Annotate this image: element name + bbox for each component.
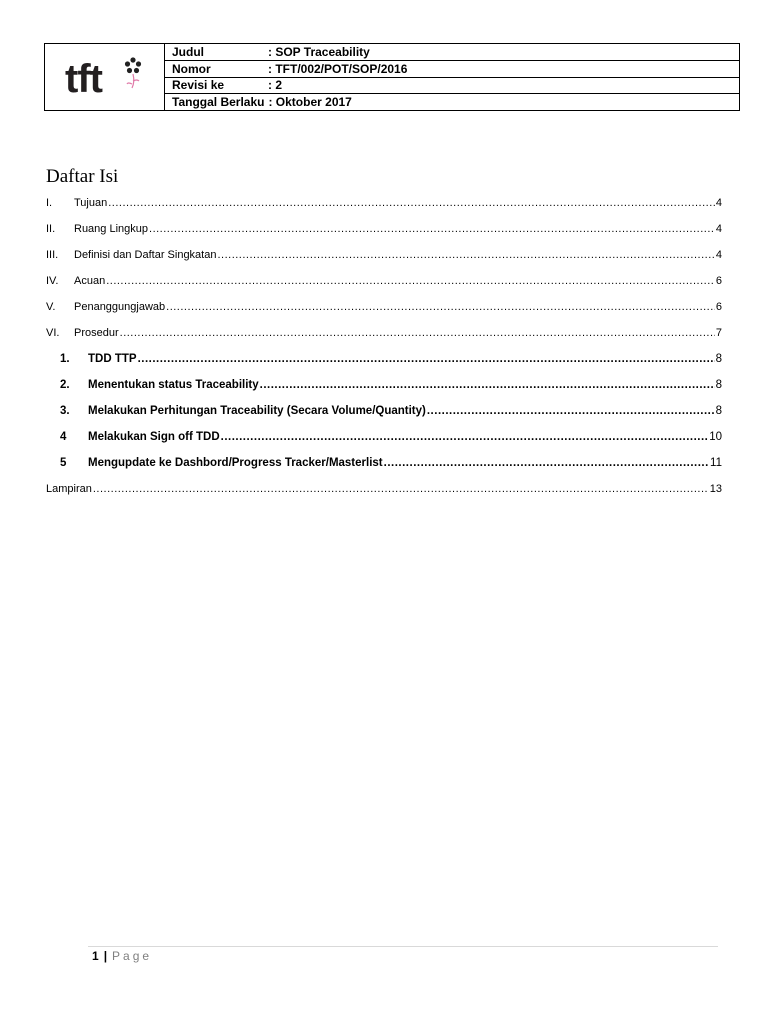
- toc-number: 4: [60, 431, 67, 443]
- toc-page: 8: [715, 405, 722, 417]
- meta-value: : TFT/002/POT/SOP/2016: [268, 61, 408, 76]
- header-row-judul: [165, 44, 739, 61]
- toc-text: Melakukan Perhitungan Traceability (Secara Volume/Quantity): [88, 405, 426, 417]
- toc-leader: [221, 430, 709, 444]
- toc-text: Acuan: [74, 275, 106, 287]
- toc-entry-penanggungjawab[interactable]: [46, 294, 722, 320]
- toc-entry-acuan[interactable]: [46, 268, 722, 294]
- toc-entry-prosedur[interactable]: [46, 320, 722, 346]
- toc-text: TDD TTP: [88, 353, 137, 365]
- flower-icon: [124, 57, 140, 88]
- toc-text: Prosedur: [74, 327, 119, 339]
- toc-page: 11: [710, 457, 722, 469]
- meta-value: : SOP Traceability: [268, 44, 370, 59]
- toc-text: Ruang Lingkup: [74, 223, 149, 235]
- meta-value: : Oktober 2017: [268, 95, 352, 110]
- toc-leader: [166, 300, 715, 314]
- toc-leader: [106, 274, 715, 288]
- toc-number: II.: [46, 223, 56, 235]
- toc-number: I.: [46, 197, 53, 209]
- toc-text: Penanggungjawab: [74, 301, 166, 313]
- toc-text: Definisi dan Daftar Singkatan: [74, 249, 217, 261]
- page-word: Page: [112, 949, 153, 963]
- toc-entry-perhitungan-traceability[interactable]: [46, 398, 722, 424]
- toc-text: Tujuan: [74, 197, 108, 209]
- toc-leader: [260, 378, 715, 392]
- toc-entry-ruang-lingkup[interactable]: [46, 216, 722, 242]
- toc-title: Daftar Isi: [46, 166, 119, 187]
- meta-value: : 2: [268, 78, 283, 93]
- toc-number: 5: [60, 457, 67, 469]
- toc-page: 4: [715, 249, 722, 261]
- tft-logo: [59, 52, 151, 102]
- toc-number: 1.: [60, 353, 70, 365]
- toc-page: 6: [715, 275, 722, 287]
- meta-label: Revisi ke: [172, 78, 225, 93]
- footer-separator: |: [103, 949, 108, 963]
- header-row-revisi: [165, 78, 739, 95]
- toc-text: Melakukan Sign off TDD: [88, 431, 220, 443]
- toc-number: III.: [46, 249, 59, 261]
- meta-label: Tanggal Berlaku: [172, 95, 265, 110]
- header-meta: [165, 44, 739, 110]
- document-header-table: [44, 43, 740, 111]
- toc-entry-status-traceability[interactable]: [46, 372, 722, 398]
- toc-page: 4: [715, 223, 722, 235]
- toc-page: 6: [715, 301, 722, 313]
- toc-text: Menentukan status Traceability: [88, 379, 259, 391]
- toc-leader: [108, 196, 715, 210]
- logo-cell: [45, 44, 165, 110]
- toc-number: 2.: [60, 379, 70, 391]
- toc-leader: [427, 404, 715, 418]
- toc-entry-mengupdate-dashbord[interactable]: [46, 450, 722, 476]
- toc-leader: [217, 248, 714, 262]
- toc-entry-definisi[interactable]: [46, 242, 722, 268]
- toc-entry-sign-off-tdd[interactable]: [46, 424, 722, 450]
- toc-page: 7: [715, 327, 722, 339]
- toc-entry-tdd-ttp[interactable]: [46, 346, 722, 372]
- toc-number: 3.: [60, 405, 70, 417]
- footer-divider: [88, 946, 718, 947]
- toc-number: V.: [46, 301, 56, 313]
- meta-label: Judul: [172, 44, 204, 59]
- toc-text: Lampiran: [46, 483, 92, 495]
- toc-leader: [120, 326, 715, 340]
- header-row-tanggal: [165, 94, 739, 110]
- toc-entry-lampiran[interactable]: [46, 476, 722, 502]
- toc-number: IV.: [46, 275, 59, 287]
- header-row-nomor: [165, 61, 739, 78]
- toc-page: 8: [715, 379, 722, 391]
- page-number: 1: [92, 949, 99, 963]
- meta-label: Nomor: [172, 61, 211, 76]
- toc-leader: [384, 456, 709, 470]
- toc-leader: [149, 222, 715, 236]
- page-footer: [92, 949, 152, 963]
- toc-number: VI.: [46, 327, 60, 339]
- toc-page: 4: [715, 197, 722, 209]
- toc-leader: [138, 352, 715, 366]
- toc-page: 10: [709, 431, 722, 443]
- table-of-contents: [46, 190, 722, 502]
- toc-text: Mengupdate ke Dashbord/Progress Tracker/Masterlist: [88, 457, 383, 469]
- toc-page: 13: [709, 483, 722, 495]
- toc-leader: [93, 482, 709, 496]
- toc-entry-tujuan[interactable]: [46, 190, 722, 216]
- toc-page: 8: [715, 353, 722, 365]
- logo-text: tft: [64, 57, 102, 101]
